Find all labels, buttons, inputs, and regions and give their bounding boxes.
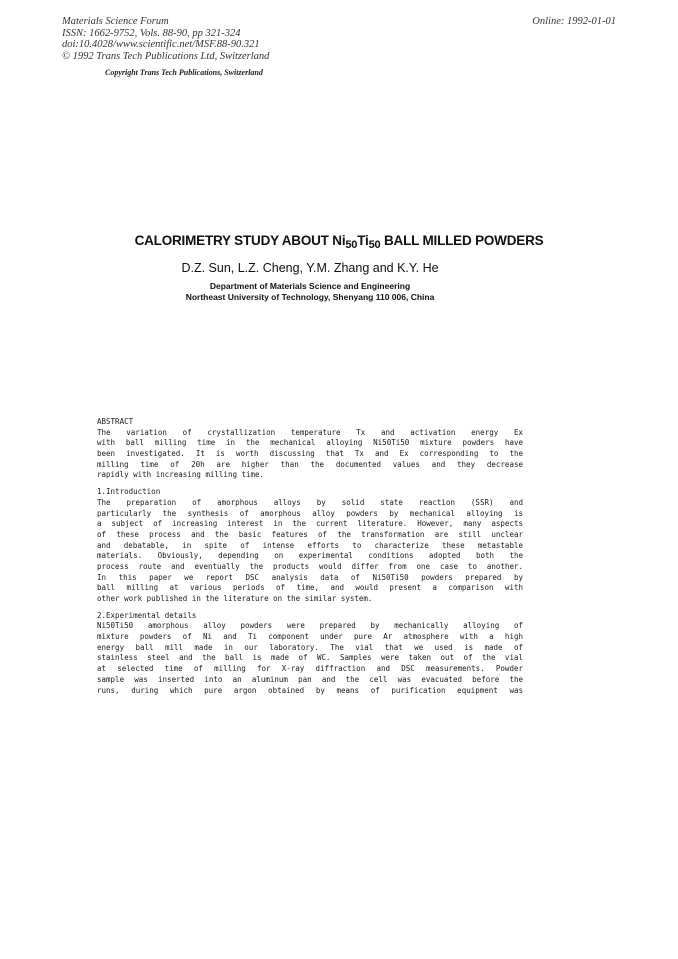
experimental-line: at selected time of milling for X-ray diffraction and DSC measurements. Powder — [97, 664, 523, 674]
abstract-line: with ball milling time in the mechanical alloying Ni50Ti50 mixture powders have — [97, 438, 523, 448]
experimental-line: energy ball mill made in our laboratory. The vial that we used is made of — [97, 642, 523, 652]
introduction-line: a subject of increasing interest in the current literature. However, many aspects — [97, 519, 523, 529]
introduction-line: In this paper we report DSC analysis data of Ni50Ti50 powders prepared by — [97, 572, 523, 582]
doi-line: doi:10.4028/www.scientific.net/MSF.88-90.321 — [62, 39, 260, 51]
abstract-heading: ABSTRACT — [97, 417, 134, 426]
copyright-line: © 1992 Trans Tech Publications Ltd, Switzerland — [62, 50, 270, 62]
paper-body — [97, 417, 523, 696]
publisher-copyright: Copyright Trans Tech Publications, Switzerland — [105, 68, 263, 77]
experimental-line: mixture powders of Ni and Ti component under pure Ar atmosphere with a high — [97, 632, 523, 642]
abstract-line: been investigated. It is worth discussing that Tx and Ex corresponding to the — [97, 449, 523, 459]
introduction-line: other work published in the literature on the similar system. — [97, 594, 373, 603]
experimental-line: runs, during which pure argon obtained by means of purification equipment was — [97, 685, 523, 695]
introduction-line: materials. Obviously, depending on experimental conditions adopted both the — [97, 551, 523, 561]
introduction-heading: 1.Introduction — [97, 487, 161, 497]
title-part: CALORIMETRY STUDY ABOUT Ni — [134, 233, 346, 248]
author-list: D.Z. Sun, L.Z. Cheng, Y.M. Zhang and K.Y. He — [181, 261, 439, 275]
publication-metadata — [62, 16, 269, 62]
affiliation-department: Department of Materials Science and Engineering — [209, 281, 411, 291]
abstract-line: rapidly with increasing milling time. — [97, 470, 265, 480]
introduction-line: ball milling at various periods of time, and would present a comparison with — [97, 583, 523, 593]
title-part: Ti — [357, 233, 369, 248]
abstract-line: milling time of 20h are higher than the documented values and they decrease — [97, 459, 523, 469]
introduction-line: particularly the synthesis of amorphous alloy powders by mechanical alloying is — [97, 508, 523, 518]
paper-title — [0, 233, 678, 251]
introduction-line: and debatable, in spite of intense efforts to characterize these metastable — [97, 540, 523, 550]
experimental-heading: 2.Experimental details — [97, 610, 197, 620]
experimental-line: sample was inserted into an aluminum pan and the cell was evacuated before the — [97, 674, 523, 684]
abstract-line: The variation of crystallization temperature Tx and activation energy Ex — [97, 427, 523, 437]
experimental-line: stainless steel and the ball is made of WC. Samples were taken out of the vial — [97, 653, 523, 663]
online-date: Online: 1992-01-01 — [532, 16, 616, 27]
journal-name: Materials Science Forum — [62, 16, 169, 27]
issn-line: ISSN: 1662-9752, Vols. 88-90, pp 321-324 — [62, 27, 241, 39]
title-subscript: 50 — [345, 239, 358, 251]
affiliation-university: Northeast University of Technology, Shenyang 110 006, China — [185, 292, 435, 302]
experimental-line: Ni50Ti50 amorphous alloy powders were prepared by mechanically alloying of — [97, 621, 523, 631]
introduction-line: process route and eventually the products would differ from one case to another. — [97, 561, 523, 571]
title-part: BALL MILLED POWDERS — [380, 233, 544, 248]
introduction-line: of these process and the basic features of the transformation are still unclear — [97, 529, 523, 539]
introduction-line: The preparation of amorphous alloys by solid state reaction (SSR) and — [97, 497, 523, 507]
title-subscript: 50 — [368, 239, 381, 251]
